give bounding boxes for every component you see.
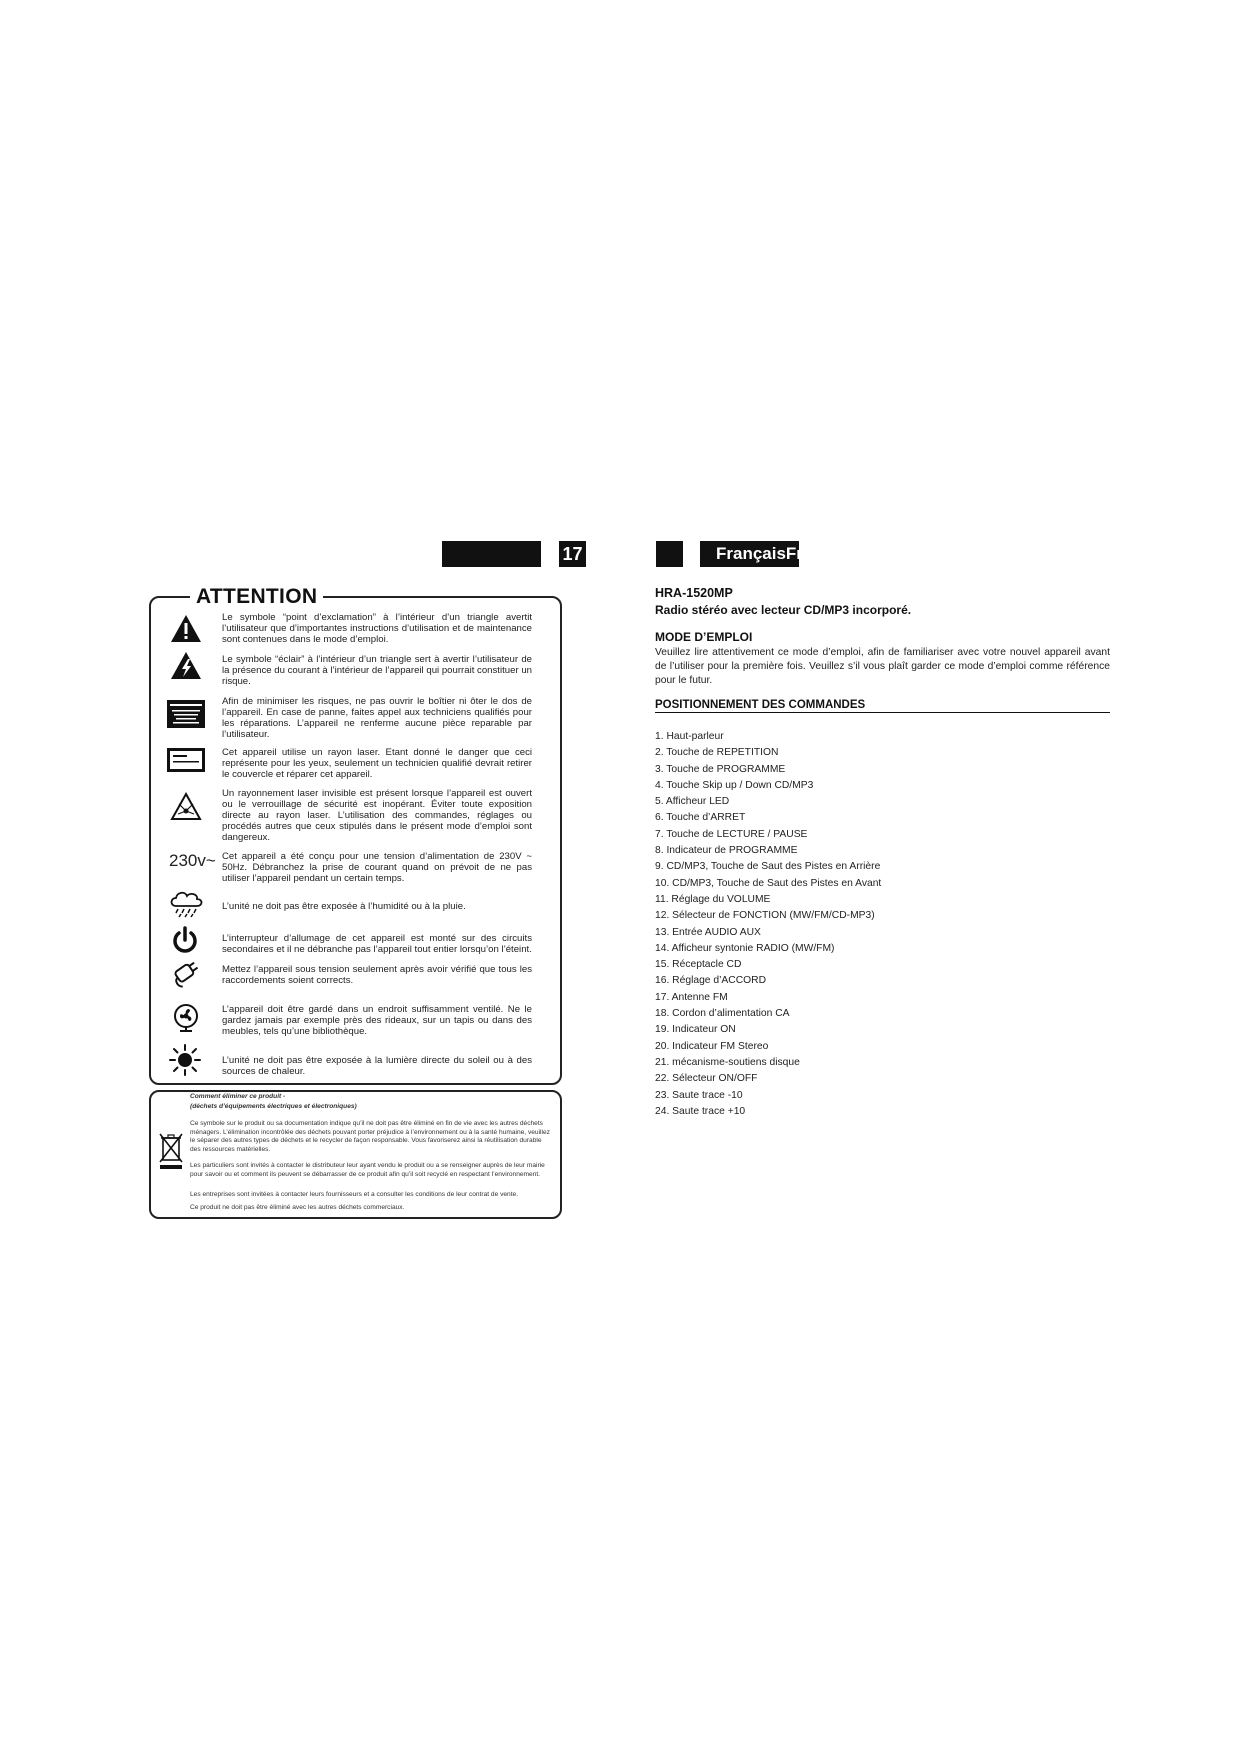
disposal-paragraph-4: Ce produit ne doit pas être éliminé avec les autres déchets commerciaux. [190,1204,405,1211]
list-item: 7. Touche de LECTURE / PAUSE [655,828,808,840]
ventilation-fan-icon [172,1003,200,1033]
language-tab: FrançaisFra [700,541,799,567]
caution-label-icon [167,700,205,728]
list-item: 3. Touche de PROGRAMME [655,763,786,775]
list-item: 2. Touche de REPETITION [655,747,779,759]
exclamation-triangle-icon [170,614,202,643]
list-item: 16. Réglage d’ACCORD [655,975,767,987]
disposal-paragraph-2: Les particuliers sont invités à contacter le distributeur leur ayant vendu le produit ou a se renseigner auprès de leur mairie pour savoir ou et comment ils peuvent se débarrasser de ce produit afin qu’il soit recyclé en respectant l’environnement. [190,1162,545,1178]
list-item: 22. Sélecteur ON/OFF [655,1073,758,1085]
rain-cloud-icon [168,888,206,918]
list-item: 4. Touche Skip up / Down CD/MP3 [655,779,814,791]
attention-title: ATTENTION [190,584,323,610]
list-item: 5. Afficheur LED [655,796,730,808]
controls-heading: POSITIONNEMENT DES COMMANDES [655,699,1110,713]
disposal-subtitle: (déchets d’équipements électriques et électroniques) [190,1103,357,1110]
warning-text-plug: Mettez l’appareil sous tension seulement après avoir vérifié que tous les raccordements soient corrects. [222,964,532,986]
disposal-title: Comment éliminer ce produit - [190,1093,286,1100]
list-item: 12. Sélecteur de FONCTION (MW/FM/CD-MP3) [655,910,875,922]
page-number: 17 [559,541,586,567]
power-icon [171,926,199,955]
list-item: 17. Antenne FM [655,991,728,1003]
list-item: 18. Cordon d’alimentation CA [655,1008,790,1020]
list-item: 6. Touche d’ARRET [655,812,746,824]
list-item: 21. mécanisme-soutiens disque [655,1056,800,1068]
plug-icon [170,956,206,986]
list-item: 14. Afficheur syntonie RADIO (MW/FM) [655,942,835,954]
warning-text-invisible-laser: Un rayonnement laser invisible est présent lorsque l’appareil est ouvert ou le verrouillage de sécurité est inopérant. Éviter toute exposition directe au rayon laser. L’utilisation des commandes, réglages ou procédés autres que ceux stipulés dans le présent mode d’emploi sont dangereux. [222,788,532,843]
list-item: 1. Haut-parleur [655,731,724,742]
mode-paragraph: Veuillez lire attentivement ce mode d’emploi, afin de familiariser avec votre nouvel appareil avant de l’utiliser pour la première fois. Veuillez s’il vous plaît garder ce mode d’emploi comme référence pour le futur. [655,647,1110,686]
list-item: 11. Réglage du VOLUME [655,893,771,905]
laser-warning-triangle-icon [170,792,202,821]
list-item: 8. Indicateur de PROGRAMME [655,845,798,857]
warning-text-lightning: Le symbole “éclair” à l’intérieur d’un triangle sert à avertir l’utilisateur de la présence du courant à l’intérieur de l’appareil qui pourrait constituer un risque. [222,654,532,687]
warning-text-exclamation: Le symbole “point d’exclamation” à l’intérieur d’un triangle avertit l’utilisateur que d’importantes instructions d’utilisation et de maintenance sont contenues dans le mode d’emploi. [222,612,532,645]
list-item: 15. Réceptacle CD [655,959,742,971]
header-bar-left [442,541,541,567]
model-number: HRA-1520MP [655,586,733,600]
sun-icon [168,1043,202,1077]
list-item: 20. Indicateur FM Stereo [655,1040,769,1052]
disposal-paragraph-3: Les entreprises sont invitées à contacter leurs fournisseurs et a consulter les conditions de leur contrat de vente. [190,1191,519,1198]
warning-text-laser: Cet appareil utilise un rayon laser. Etant donné le danger que ceci représente pour les yeux, seulement un technicien qualifié devrait retirer le couvercle et réparer cet appareil. [222,747,532,780]
warning-text-voltage: Cet appareil a été conçu pour une tension d’alimentation de 230V ~ 50Hz. Débranchez la prise de courant quand on prévoit de ne pas utiliser l’appareil pendant un certain temps. [222,851,532,884]
warning-text-ventilation: L’appareil doit être gardé dans un endroit suffisamment ventilé. Ne le gardez jamais par exemple près des rideaux, sur un tapis ou dans des meubles, tels qu’une bibliothèque. [222,1004,532,1037]
list-item: 23. Saute trace -10 [655,1089,743,1101]
controls-list [655,729,881,1120]
disposal-paragraph-1: Ce symbole sur le produit ou sa documentation indique qu’il ne doit pas être éliminé en fin de vie avec les autres déchets ménagers. L’élimination incontrôlée des déchets pouvant porter préjudice à l’environnement ou à la santé humaine, veuillez le séparer des autres types de déchets et le recycler de façon responsable. Vous favoriserez ainsi la réutilisation durable des ressources matérielles. [190,1120,550,1153]
list-item: 24. Saute trace +10 [655,1105,746,1117]
header-bar-middle [656,541,683,567]
voltage-icon: 230v~ [169,851,216,870]
warning-text-humidity: L’unité ne doit pas être exposée à l’humidité ou à la pluie. [222,901,466,912]
class1-laser-label-icon [167,748,205,772]
warning-text-caution: Afin de minimiser les risques, ne pas ouvrir le boîtier ni ôter le dos de l’appareil. En case de panne, faites appel aux techniciens qualifiés pour les réparations. L’appareil ne renferme aucune pièce reparable par l’utilisateur. [222,696,532,740]
list-item: 13. Entrée AUDIO AUX [655,926,761,938]
list-item: 9. CD/MP3, Touche de Saut des Pistes en Arrière [655,861,881,873]
list-item: 10. CD/MP3, Touche de Saut des Pistes en Avant [655,877,882,889]
list-item: 19. Indicateur ON [655,1024,736,1036]
crossed-bin-icon [158,1132,184,1170]
lightning-triangle-icon [170,651,202,680]
mode-heading: MODE D’EMPLOI [655,630,753,644]
warning-text-power-switch: L’interrupteur d’allumage de cet appareil est monté sur des circuits secondaires et il ne débranche pas l’appareil tout entier lorsqu’on l’éteint. [222,933,532,955]
warning-text-sunlight: L’unité ne doit pas être exposée à la lumière directe du soleil ou à des sources de chaleur. [222,1055,532,1077]
product-subtitle: Radio stéréo avec lecteur CD/MP3 incorporé. [655,603,912,617]
